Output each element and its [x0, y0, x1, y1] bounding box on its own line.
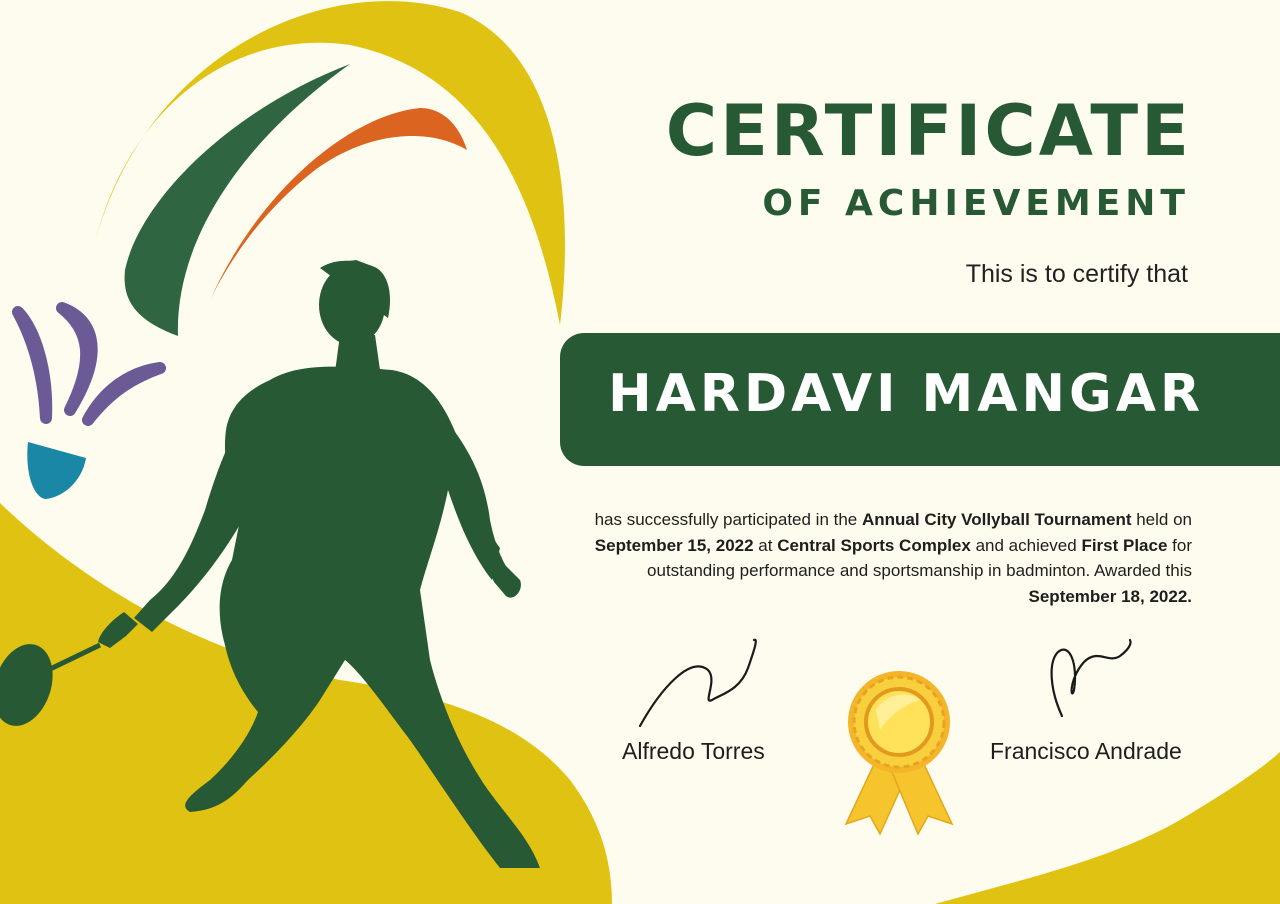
shuttlecock-icon: [18, 308, 160, 499]
event-venue: Central Sports Complex: [777, 535, 971, 555]
body-text-3: at: [753, 535, 778, 555]
body-text-2: held on: [1131, 510, 1192, 529]
award-ribbon-icon: [846, 671, 952, 834]
body-text-5: for outstanding performance and sportsmanship in badminton. Awarded this: [647, 535, 1192, 580]
signature-left: [640, 640, 756, 726]
certify-intro: This is to certify that: [965, 260, 1188, 288]
certificate-body: [572, 507, 1192, 609]
award-date: September 18, 2022.: [1028, 586, 1192, 606]
yellow-corner-shape: [935, 752, 1280, 904]
recipient-name: HARDAVI MANGAR: [608, 364, 1204, 424]
achievement-place: First Place: [1081, 535, 1168, 555]
signer-right-name: Francisco Andrade: [990, 738, 1182, 764]
event-date: September 15, 2022: [594, 535, 754, 555]
green-swoosh-shape: [125, 64, 350, 336]
signer-left-name: Alfredo Torres: [622, 738, 765, 764]
certificate-title: CERTIFICATE: [665, 90, 1192, 172]
body-text-1: has successfully participated in the: [594, 510, 862, 529]
signature-right: [1052, 640, 1131, 716]
body-text-4: and achieved: [970, 535, 1082, 555]
certificate-subtitle: OF ACHIEVEMENT: [762, 183, 1190, 224]
event-name: Annual City Vollyball Tournament: [861, 510, 1132, 529]
